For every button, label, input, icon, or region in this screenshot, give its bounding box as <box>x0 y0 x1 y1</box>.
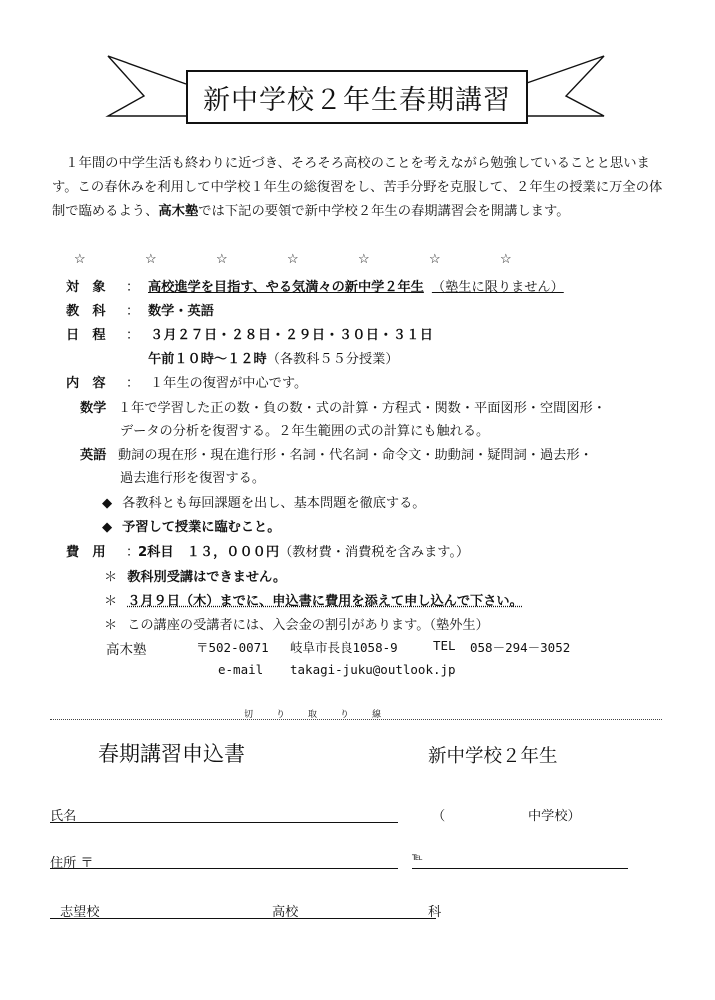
contact-email[interactable]: takagi-juku@outlook.jp <box>290 662 456 677</box>
contact-name: 高木塾 <box>106 642 147 658</box>
tel-field[interactable] <box>412 868 628 869</box>
fee-label: 費 用 <box>66 545 106 560</box>
form-subtitle: 新中学校２年生 <box>428 746 558 767</box>
bullet-item <box>102 516 280 535</box>
note-item <box>104 566 286 585</box>
schedule-time-line <box>148 348 399 367</box>
content-colon: ： <box>126 376 140 391</box>
tel-label: ℡ <box>412 852 423 863</box>
content-value: １年生の復習が中心です。 <box>150 376 308 391</box>
cut-line <box>50 719 662 720</box>
department-label: 科 <box>428 905 442 920</box>
bullet-text: 予習して授業に臨むこと。 <box>122 520 281 535</box>
schedule-time: 午前１０時～１２時 <box>148 352 267 367</box>
school-label: 中学校） <box>528 809 581 824</box>
star-icon: ☆ <box>287 252 299 267</box>
target-value: 高校進学を目指す、やる気満々の新中学２年生 <box>148 280 424 295</box>
english-line-1: 動詞の現在形・現在進行形・名詞・代名詞・命令文・助動詞・疑問詞・過去形・ <box>118 448 593 463</box>
fee-value: 2科目 １３，０００円 <box>138 545 280 560</box>
fee-colon: ： <box>126 545 140 560</box>
cut-char: 線 <box>372 710 383 720</box>
subjects-label: 教 科 <box>66 304 106 319</box>
subjects-colon: ： <box>126 304 140 319</box>
star-divider <box>74 252 571 267</box>
note-item <box>104 590 523 609</box>
english-label: 英語 <box>80 448 107 463</box>
bullet-text: 各教科とも毎回課題を出し、基本問題を徹底する。 <box>122 496 426 511</box>
contact-postal: 〒502-0071 <box>196 640 269 655</box>
content-label: 内 容 <box>66 376 106 391</box>
math-line-2: データの分析を復習する。２年生範囲の式の計算にも触れる。 <box>120 424 490 439</box>
name-field[interactable] <box>50 822 398 823</box>
math-line-1: １年で学習した正の数・負の数・式の計算・方程式・関数・平面図形・空間図形・ <box>118 401 606 416</box>
high-school-label: 高校 <box>272 905 299 920</box>
subjects-value: 数学・英語 <box>148 304 214 319</box>
address-field[interactable] <box>50 868 398 869</box>
fee-note: （教材費・消費税を含みます。） <box>279 545 470 560</box>
postal-mark: 〒 <box>80 856 94 871</box>
fee-line <box>138 541 469 560</box>
target-label: 対 象 <box>66 280 106 295</box>
aspire-label: 志望校 <box>60 905 100 920</box>
target-line <box>148 276 564 295</box>
star-icon: ☆ <box>216 252 228 267</box>
cut-char: り <box>276 710 287 720</box>
intro-paragraph <box>52 152 664 224</box>
english-line-2: 過去進行形を復習する。 <box>120 471 266 486</box>
cut-char: り <box>340 710 351 720</box>
math-label: 数学 <box>80 401 107 416</box>
star-icon: ☆ <box>145 252 157 267</box>
intro-text-2: では下記の要領で新中学校２年生の春期講習会を開講します。 <box>198 204 570 219</box>
schedule-colon: ： <box>126 328 140 343</box>
schedule-label: 日 程 <box>66 328 106 343</box>
cut-char: 切 <box>244 710 255 720</box>
diamond-icon: ◆ <box>102 496 113 511</box>
form-title: 春期講習申込書 <box>98 742 245 766</box>
star-icon: ☆ <box>429 252 441 267</box>
asterisk-icon: ＊ <box>104 618 118 633</box>
school-paren-open: （ <box>432 809 446 824</box>
star-icon: ☆ <box>358 252 370 267</box>
star-icon: ☆ <box>500 252 512 267</box>
asterisk-icon: ＊ <box>104 570 118 585</box>
contact-address: 岐阜市長良1058-9 <box>290 640 398 655</box>
address-label-text: 住所 <box>50 856 77 871</box>
contact-tel: 058－294－3052 <box>470 640 571 655</box>
intro-text-1: １年間の中学生活も終わりに近づき、そろそろ高校のことを考えながら勉強していることと思います。この春休みを利用して中学校１年生の総復習をし、苦手分野を克服して、２年生の授業に万全の体制で臨めるよう、 <box>52 156 663 219</box>
asterisk-icon: ＊ <box>104 594 118 609</box>
page-title: 新中学校２年生春期講習 <box>186 70 528 124</box>
contact-email-label: e-mail <box>218 662 264 677</box>
target-note: （塾生に限りません） <box>431 280 564 295</box>
schedule-dates: ３月２７日・２８日・２９日・３０日・３１日 <box>150 328 434 343</box>
star-icon: ☆ <box>74 252 86 267</box>
target-colon: ： <box>126 280 140 295</box>
note-text: ３月９日（木）までに、申込書に費用を添えて申し込んで下さい。 <box>127 594 523 609</box>
contact-tel-label: TEL <box>433 638 456 653</box>
note-text: 教科別受講はできません。 <box>127 570 287 585</box>
aspire-field[interactable] <box>50 918 436 919</box>
name-label: 氏名 <box>50 809 77 824</box>
note-text: この講座の受講者には、入会金の割引があります。（塾外生） <box>127 618 489 633</box>
schedule-time-note: （各教科５５分授業） <box>266 352 399 367</box>
bullet-item <box>102 492 425 511</box>
intro-school-name: 高木塾 <box>158 204 199 219</box>
cut-char: 取 <box>308 710 319 720</box>
note-item <box>104 614 489 633</box>
diamond-icon: ◆ <box>102 520 113 535</box>
